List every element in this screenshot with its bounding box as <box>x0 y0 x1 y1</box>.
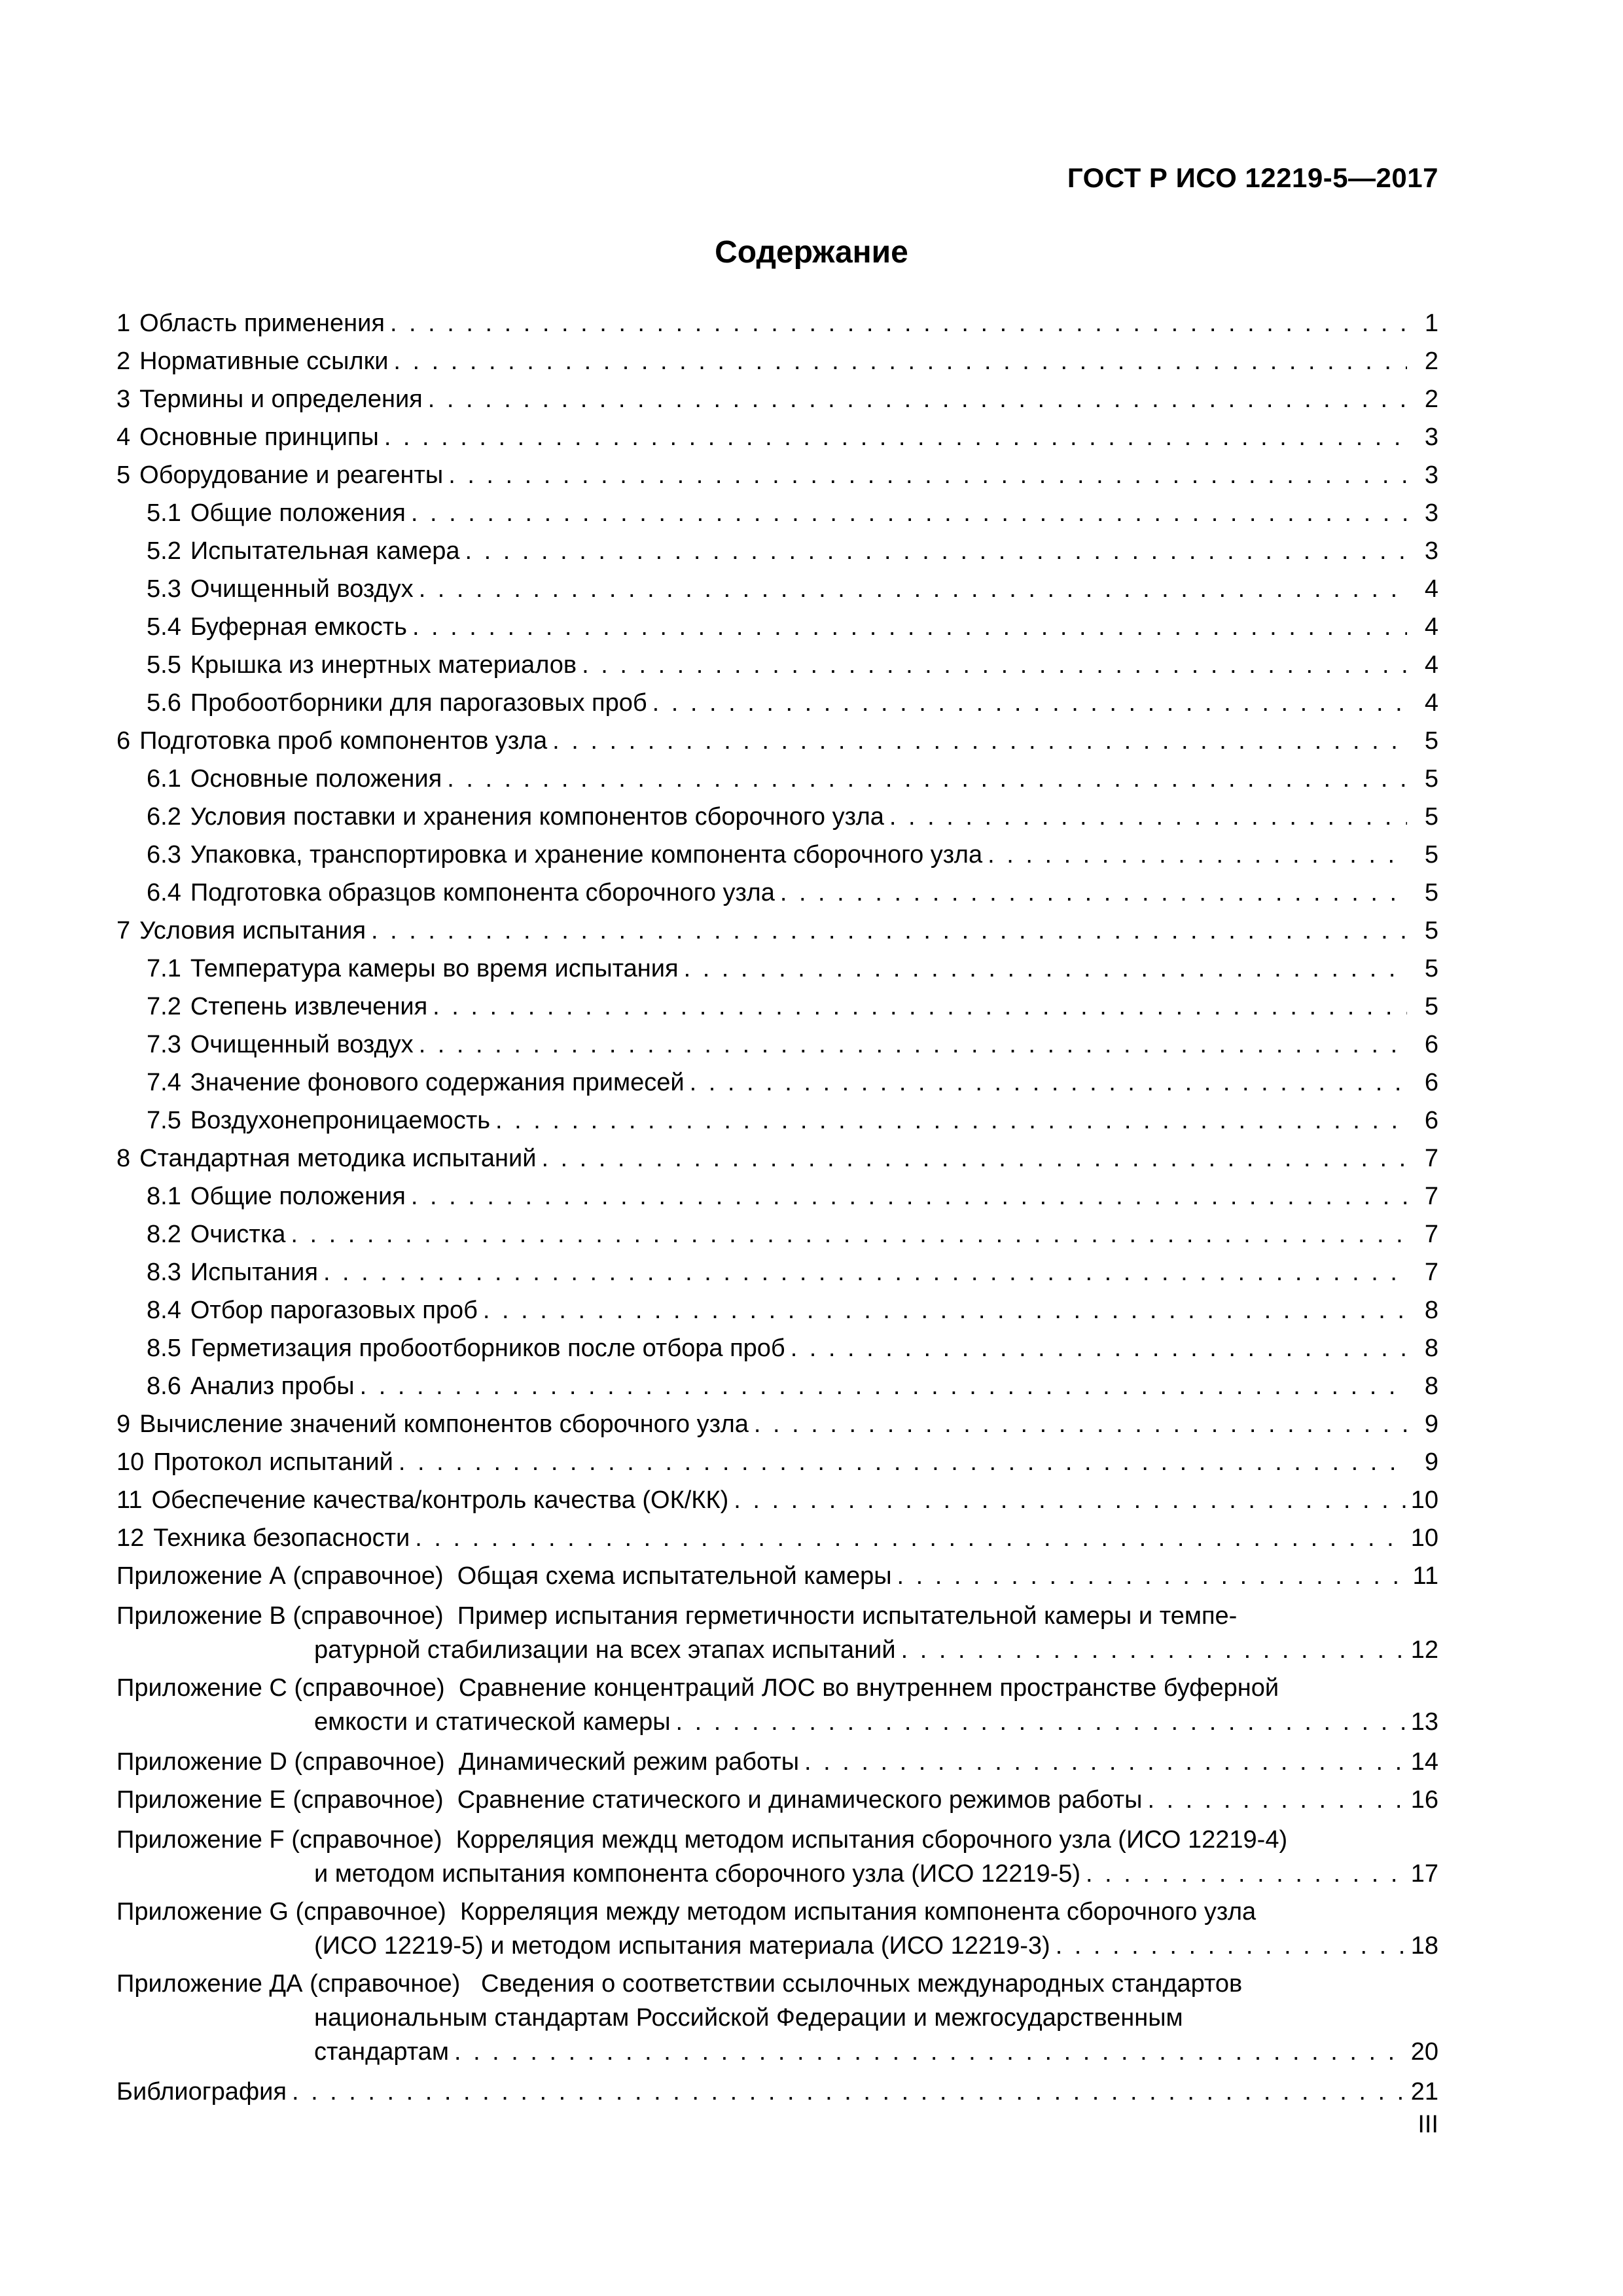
toc-appendix-e[interactable] <box>116 1781 1438 1819</box>
toc-entry-text: Подготовка образцов компонента сборочного узла <box>190 879 775 906</box>
toc-entry-page: 6 <box>1424 1069 1438 1096</box>
leader-dots <box>734 1481 1405 1519</box>
toc-entry-9[interactable] <box>116 1405 1438 1443</box>
toc-appendix-b[interactable] <box>116 1599 1438 1667</box>
leader-dots <box>292 2073 1406 2111</box>
toc-entry-page: 8 <box>1424 1372 1438 1400</box>
toc-entry-number: 4 <box>116 423 131 451</box>
leader-dots <box>360 1367 1407 1405</box>
appendix-label: Приложение F (справочное) <box>116 1826 442 1854</box>
toc-entry-5-6[interactable] <box>116 684 1438 722</box>
toc-entry-7-4[interactable] <box>116 1064 1438 1102</box>
toc-entry-12[interactable] <box>116 1519 1438 1557</box>
leader-dots <box>399 1443 1407 1481</box>
leader-dots <box>582 646 1407 684</box>
leader-dots <box>428 380 1407 418</box>
toc-entry-6[interactable] <box>116 722 1438 760</box>
appendix-label: Приложение В (справочное) <box>116 1602 444 1630</box>
toc-appendix-c[interactable] <box>116 1671 1438 1739</box>
toc-entry-2[interactable] <box>116 342 1438 380</box>
leader-dots <box>988 836 1407 874</box>
toc-entry-text: Оборудование и реагенты <box>139 461 444 489</box>
toc-entry-page: 2 <box>1424 386 1438 413</box>
toc-entry-page: 5 <box>1424 765 1438 793</box>
toc-entry-text: Испытательная камера <box>190 537 460 565</box>
table-of-contents <box>116 304 1438 2111</box>
toc-entry-text: Общая схема испытательной камеры <box>457 1562 892 1590</box>
toc-entry-text: Стандартная методика испытаний <box>139 1145 537 1172</box>
toc-entry-5-2[interactable] <box>116 532 1438 570</box>
leader-dots <box>1086 1857 1406 1891</box>
toc-entry-page: 21 <box>1410 2078 1438 2106</box>
toc-entry-text: Воздухонепроницаемость <box>190 1107 491 1134</box>
toc-entry-text: Подготовка проб компонентов узла <box>139 727 548 755</box>
toc-entry-page: 7 <box>1424 1183 1438 1210</box>
toc-entry-4[interactable] <box>116 418 1438 456</box>
leader-dots <box>541 1139 1407 1177</box>
toc-entry-text-line1: Корреляция междц методом испытания сборочного узла (ИСО 12219-4) <box>455 1826 1288 1854</box>
toc-entry-page: 4 <box>1424 689 1438 717</box>
leader-dots <box>384 418 1407 456</box>
toc-entry-number: 7.4 <box>147 1069 181 1096</box>
toc-entry-page: 11 <box>1412 1562 1438 1590</box>
appendix-label: Приложение D (справочное) <box>116 1748 445 1776</box>
toc-entry-page: 6 <box>1424 1031 1438 1058</box>
toc-bibliography[interactable] <box>116 2073 1438 2111</box>
toc-entry-number: 8 <box>116 1145 131 1172</box>
toc-entry-number: 6.3 <box>147 841 181 869</box>
leader-dots <box>897 1557 1407 1595</box>
toc-entry-number: 9 <box>116 1410 131 1438</box>
leader-dots <box>411 494 1407 532</box>
toc-appendix-a[interactable] <box>116 1557 1438 1595</box>
toc-entry-page: 2 <box>1424 348 1438 375</box>
appendix-label: Приложение Е (справочное) <box>116 1786 444 1814</box>
toc-entry-number: 8.3 <box>147 1259 181 1286</box>
toc-entry-text: Протокол испытаний <box>153 1448 393 1476</box>
toc-entry-text: Анализ пробы <box>190 1372 355 1400</box>
leader-dots <box>483 1291 1407 1329</box>
toc-entry-page: 14 <box>1410 1748 1438 1776</box>
toc-entry-page: 6 <box>1424 1107 1438 1134</box>
leader-dots <box>323 1253 1407 1291</box>
toc-entry-number: 6.1 <box>147 765 181 793</box>
leader-dots <box>889 798 1407 836</box>
toc-entry-page: 5 <box>1424 917 1438 944</box>
leader-dots <box>1147 1781 1405 1819</box>
toc-appendix-da[interactable] <box>116 1967 1438 2069</box>
appendix-label: Приложение С (справочное) <box>116 1674 445 1702</box>
toc-entry-text: Основные положения <box>190 765 442 793</box>
toc-entry-page: 8 <box>1424 1335 1438 1362</box>
toc-entry-text-line1: Сведения о соответствии ссылочных международных стандартов <box>481 1970 1243 1998</box>
toc-entry-text: Условия поставки и хранения компонентов сборочного узла <box>190 803 884 831</box>
page-number: III <box>1418 2111 1438 2138</box>
toc-entry-number: 5.5 <box>147 651 181 679</box>
toc-entry-8-6[interactable] <box>116 1367 1438 1405</box>
toc-entry-number: 5 <box>116 461 131 489</box>
toc-entry-number: 7 <box>116 917 131 944</box>
toc-entry-page: 5 <box>1424 727 1438 755</box>
toc-entry-text: Очищенный воздух <box>190 1031 414 1058</box>
leader-dots <box>412 608 1407 646</box>
toc-entry-text: Пробоотборники для парогазовых проб <box>190 689 647 717</box>
toc-entry-page: 5 <box>1424 993 1438 1020</box>
toc-entry-number: 8.2 <box>147 1221 181 1248</box>
toc-entry-number: 6.4 <box>147 879 181 906</box>
toc-entry-page: 7 <box>1424 1259 1438 1286</box>
toc-entry-text: Условия испытания <box>139 917 366 944</box>
toc-entry-text: Область применения <box>139 310 385 337</box>
toc-entry-text: Общие положения <box>190 1183 406 1210</box>
toc-entry-page: 8 <box>1424 1297 1438 1324</box>
toc-entry-6-1[interactable] <box>116 760 1438 798</box>
appendix-label: Приложение ДА (справочное) <box>116 1970 461 1998</box>
toc-entry-3[interactable] <box>116 380 1438 418</box>
toc-entry-text: Нормативные ссылки <box>139 348 389 375</box>
leader-dots <box>780 874 1407 912</box>
toc-entry-text-line2: национальным стандартам Российской Федерации и межгосударственным <box>314 2004 1183 2032</box>
toc-entry-number: 5.6 <box>147 689 181 717</box>
toc-entry-page: 17 <box>1410 1860 1438 1888</box>
toc-entry-8-2[interactable] <box>116 1215 1438 1253</box>
toc-entry-text: Термины и определения <box>139 386 423 413</box>
leader-dots <box>791 1329 1407 1367</box>
toc-entry-text: Герметизация пробоотборников после отбора проб <box>190 1335 785 1362</box>
toc-entry-page: 5 <box>1424 803 1438 831</box>
leader-dots <box>552 722 1407 760</box>
toc-entry-number: 7.3 <box>147 1031 181 1058</box>
leader-dots <box>454 2035 1406 2069</box>
toc-entry-page: 5 <box>1424 879 1438 906</box>
leader-dots <box>419 570 1407 608</box>
toc-entry-number: 5.2 <box>147 537 181 565</box>
toc-entry-page: 3 <box>1424 461 1438 489</box>
toc-entry-1[interactable] <box>116 304 1438 342</box>
toc-entry-text: Отбор парогазовых проб <box>190 1297 478 1324</box>
toc-entry-number: 6.2 <box>147 803 181 831</box>
toc-entry-page: 4 <box>1424 575 1438 603</box>
toc-entry-number: 8.1 <box>147 1183 181 1210</box>
toc-entry-6-4[interactable] <box>116 874 1438 912</box>
toc-title: Содержание <box>715 235 908 270</box>
toc-entry-number: 7.5 <box>147 1107 181 1134</box>
toc-entry-text: Очищенный воздух <box>190 575 414 603</box>
toc-entry-page: 13 <box>1410 1708 1438 1736</box>
toc-appendix-f[interactable] <box>116 1823 1438 1891</box>
toc-entry-number: 3 <box>116 386 131 413</box>
toc-entry-number: 5.1 <box>147 499 181 527</box>
toc-entry-number: 7.1 <box>147 955 181 982</box>
toc-entry-5-3[interactable] <box>116 570 1438 608</box>
appendix-label: Приложение А (справочное) <box>116 1562 444 1590</box>
toc-entry-page: 9 <box>1424 1410 1438 1438</box>
toc-entry-11[interactable] <box>116 1481 1438 1519</box>
toc-entry-7[interactable] <box>116 912 1438 950</box>
toc-entry-5-1[interactable] <box>116 494 1438 532</box>
toc-entry-page: 7 <box>1424 1221 1438 1248</box>
toc-entry-page: 3 <box>1424 499 1438 527</box>
toc-entry-10[interactable] <box>116 1443 1438 1481</box>
toc-entry-text: Вычисление значений компонентов сборочного узла <box>139 1410 749 1438</box>
leader-dots <box>804 1743 1406 1781</box>
toc-entry-text: Буферная емкость <box>190 613 407 641</box>
toc-entry-text-line2: (ИСО 12219-5) и методом испытания материала (ИСО 12219-3) <box>314 1932 1050 1960</box>
toc-entry-text: Обеспечение качества/контроль качества (ОК/КК) <box>151 1486 729 1514</box>
toc-entry-7-5[interactable] <box>116 1102 1438 1139</box>
leader-dots <box>419 1026 1407 1064</box>
leader-dots <box>393 342 1407 380</box>
toc-entry-text-line1: Корреляция между методом испытания компонента сборочного узла <box>459 1898 1257 1926</box>
toc-entry-8-4[interactable] <box>116 1291 1438 1329</box>
toc-entry-6-2[interactable] <box>116 798 1438 836</box>
toc-entry-text: Температура камеры во время испытания <box>190 955 679 982</box>
toc-entry-text: Техника безопасности <box>153 1524 410 1552</box>
leader-dots <box>415 1519 1405 1557</box>
appendix-label: Приложение G (справочное) <box>116 1898 446 1926</box>
toc-entry-8-1[interactable] <box>116 1177 1438 1215</box>
toc-entry-number: 5.3 <box>147 575 181 603</box>
toc-entry-7-2[interactable] <box>116 988 1438 1026</box>
toc-entry-page: 12 <box>1410 1636 1438 1664</box>
toc-entry-number: 7.2 <box>147 993 181 1020</box>
toc-entry-text: Библиография <box>116 2078 287 2106</box>
toc-entry-number: 8.6 <box>147 1372 181 1400</box>
toc-entry-text-line2: емкости и статической камеры <box>314 1708 671 1736</box>
leader-dots <box>495 1102 1407 1139</box>
toc-entry-number: 8.5 <box>147 1335 181 1362</box>
toc-entry-number: 2 <box>116 348 131 375</box>
leader-dots <box>447 760 1407 798</box>
toc-entry-text: Степень извлечения <box>190 993 428 1020</box>
toc-entry-5[interactable] <box>116 456 1438 494</box>
toc-entry-number: 1 <box>116 310 131 337</box>
toc-entry-page: 16 <box>1410 1786 1438 1814</box>
toc-entry-text: Упаковка, транспортировка и хранение компонента сборочного узла <box>190 841 983 869</box>
leader-dots <box>652 684 1407 722</box>
toc-entry-page: 20 <box>1410 2038 1438 2066</box>
toc-entry-text: Крышка из инертных материалов <box>190 651 577 679</box>
leader-dots <box>684 950 1407 988</box>
toc-entry-8-3[interactable] <box>116 1253 1438 1291</box>
toc-entry-number: 6 <box>116 727 131 755</box>
toc-entry-number: 8.4 <box>147 1297 181 1324</box>
toc-entry-page: 7 <box>1424 1145 1438 1172</box>
toc-entry-page: 5 <box>1424 955 1438 982</box>
leader-dots <box>433 988 1407 1026</box>
toc-appendix-g[interactable] <box>116 1895 1438 1963</box>
toc-entry-5-4[interactable] <box>116 608 1438 646</box>
document-code-header: ГОСТ Р ИСО 12219-5—2017 <box>1067 162 1438 193</box>
leader-dots <box>448 456 1407 494</box>
leader-dots <box>676 1705 1406 1739</box>
toc-entry-text-line2: и методом испытания компонента сборочного узла (ИСО 12219-5) <box>314 1860 1081 1888</box>
leader-dots <box>291 1215 1407 1253</box>
toc-entry-page: 9 <box>1424 1448 1438 1476</box>
toc-entry-number: 10 <box>116 1448 145 1476</box>
toc-entry-text: Значение фонового содержания примесей <box>190 1069 685 1096</box>
toc-entry-text-line2: ратурной стабилизации на всех этапах испытаний <box>314 1636 896 1664</box>
toc-entry-text: Динамический режим работы <box>458 1748 800 1776</box>
toc-entry-text: Основные принципы <box>139 423 379 451</box>
toc-entry-number: 5.4 <box>147 613 181 641</box>
toc-entry-6-3[interactable] <box>116 836 1438 874</box>
toc-entry-8-5[interactable] <box>116 1329 1438 1367</box>
toc-entry-number: 12 <box>116 1524 145 1552</box>
toc-entry-text: Испытания <box>190 1259 318 1286</box>
leader-dots <box>754 1405 1407 1443</box>
toc-entry-page: 3 <box>1424 537 1438 565</box>
leader-dots <box>690 1064 1407 1102</box>
toc-entry-7-3[interactable] <box>116 1026 1438 1064</box>
toc-entry-8[interactable] <box>116 1139 1438 1177</box>
leader-dots <box>1056 1929 1406 1963</box>
toc-entry-page: 1 <box>1424 310 1438 337</box>
toc-appendix-d[interactable] <box>116 1743 1438 1781</box>
leader-dots <box>371 912 1407 950</box>
toc-entry-text-line1: Пример испытания герметичности испытательной камеры и темпе- <box>457 1602 1238 1630</box>
toc-entry-page: 4 <box>1424 651 1438 679</box>
toc-entry-number: 11 <box>116 1486 143 1514</box>
toc-entry-text-line1: Сравнение концентраций ЛОС во внутреннем пространстве буферной <box>458 1674 1279 1702</box>
toc-entry-page: 18 <box>1410 1932 1438 1960</box>
toc-entry-page: 4 <box>1424 613 1438 641</box>
toc-entry-text: Очистка <box>190 1221 286 1248</box>
leader-dots <box>465 532 1407 570</box>
toc-entry-text-line3: стандартам <box>314 2038 449 2066</box>
leader-dots <box>901 1633 1406 1667</box>
toc-entry-7-1[interactable] <box>116 950 1438 988</box>
toc-entry-page: 3 <box>1424 423 1438 451</box>
toc-entry-5-5[interactable] <box>116 646 1438 684</box>
leader-dots <box>390 304 1407 342</box>
toc-entry-text: Общие положения <box>190 499 406 527</box>
toc-entry-page: 10 <box>1410 1524 1438 1552</box>
leader-dots <box>411 1177 1407 1215</box>
toc-entry-page: 10 <box>1410 1486 1438 1514</box>
toc-entry-page: 5 <box>1424 841 1438 869</box>
toc-entry-text: Сравнение статического и динамического режимов работы <box>457 1786 1143 1814</box>
